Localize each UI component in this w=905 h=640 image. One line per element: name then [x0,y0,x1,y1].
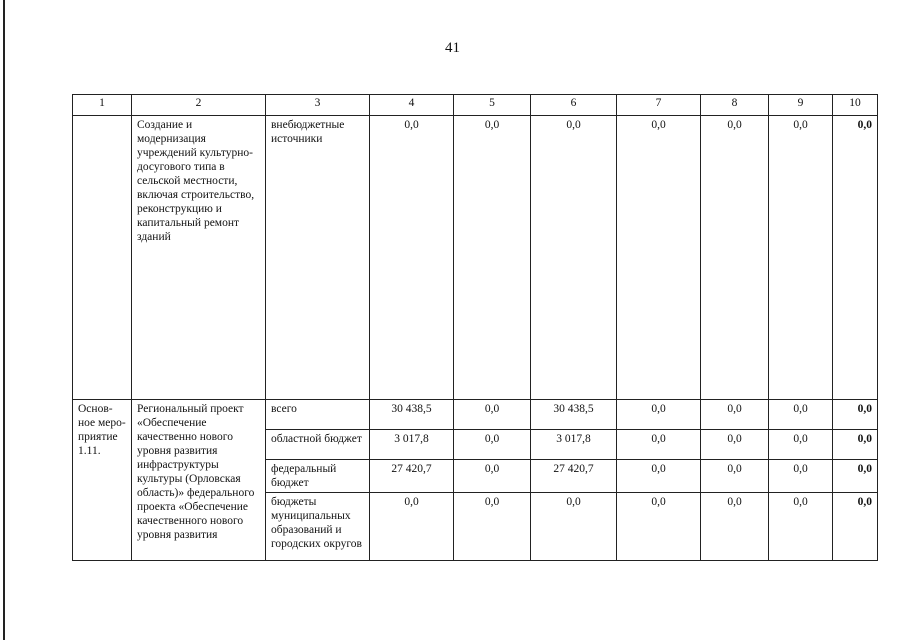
value-cell: 0,0 [454,400,531,430]
value-cell: 0,0 [769,430,833,460]
header-cell: 10 [833,95,878,116]
value-cell: 0,0 [617,116,701,400]
value-cell: 3 017,8 [370,430,454,460]
value-cell: 30 438,5 [531,400,617,430]
value-cell: 0,0 [701,460,769,493]
value-cell: 0,0 [769,460,833,493]
value-cell: 0,0 [617,493,701,561]
description-cell: Создание и модернизация учреждений культурно-досугового типа в сельской местности, включая строительство, реконструкцию и капитальный ремонт зданий [132,116,266,400]
header-cell: 3 [266,95,370,116]
value-cell: 0,0 [454,493,531,561]
source-cell: всего [266,400,370,430]
value-cell: 0,0 [370,116,454,400]
value-cell: 0,0 [617,400,701,430]
header-cell: 1 [73,95,132,116]
table-row [73,116,878,400]
value-cell: 0,0 [833,400,878,430]
source-cell: бюджеты муниципальных образований и городских округов [266,493,370,561]
value-cell: 0,0 [769,400,833,430]
value-cell: 0,0 [617,460,701,493]
value-cell: 0,0 [833,116,878,400]
source-cell: внебюджетные источники [266,116,370,400]
table-row [73,400,878,430]
value-cell: 0,0 [701,493,769,561]
left-margin-line [3,0,5,640]
value-cell: 30 438,5 [370,400,454,430]
value-cell: 27 420,7 [370,460,454,493]
value-cell: 27 420,7 [531,460,617,493]
header-cell: 6 [531,95,617,116]
value-cell: 0,0 [833,430,878,460]
value-cell: 0,0 [769,116,833,400]
value-cell: 0,0 [454,430,531,460]
value-cell: 0,0 [769,493,833,561]
code-cell: Основ-ное меро-приятие 1.11. [73,400,132,561]
header-cell: 8 [701,95,769,116]
value-cell: 0,0 [370,493,454,561]
code-cell [73,116,132,400]
value-cell: 0,0 [617,430,701,460]
value-cell: 0,0 [701,400,769,430]
value-cell: 0,0 [454,116,531,400]
header-cell: 2 [132,95,266,116]
budget-table [72,94,878,561]
value-cell: 0,0 [454,460,531,493]
header-cell: 7 [617,95,701,116]
header-cell: 4 [370,95,454,116]
header-cell: 5 [454,95,531,116]
source-cell: областной бюджет [266,430,370,460]
source-cell: федеральный бюджет [266,460,370,493]
value-cell: 0,0 [701,116,769,400]
value-cell: 0,0 [531,493,617,561]
value-cell: 3 017,8 [531,430,617,460]
value-cell: 0,0 [833,460,878,493]
header-row [73,95,878,116]
header-cell: 9 [769,95,833,116]
page-number: 41 [445,40,460,56]
description-cell: Региональный проект «Обеспечение качественно нового уровня развития инфраструктуры культуры (Орловская область)» федерального проекта «Обеспечение качественного нового уровня развития [132,400,266,561]
value-cell: 0,0 [833,493,878,561]
value-cell: 0,0 [531,116,617,400]
value-cell: 0,0 [701,430,769,460]
